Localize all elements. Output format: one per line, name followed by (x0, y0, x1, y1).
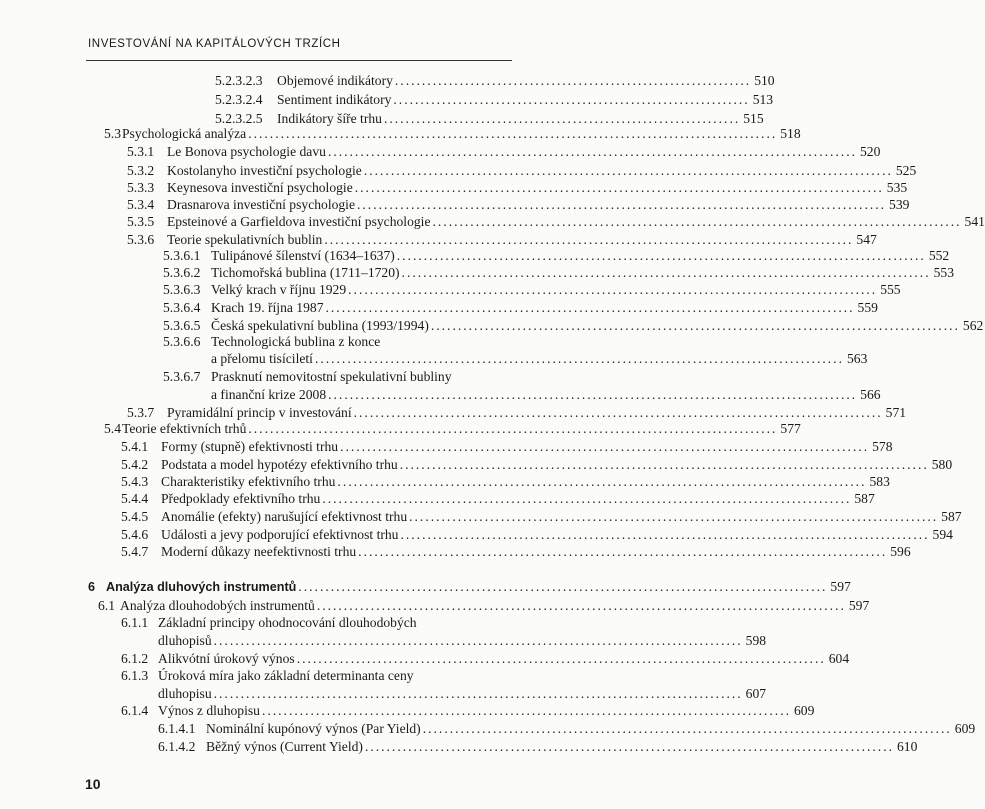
toc-title: Tulipánové šílenství (1634–1637) (211, 248, 395, 263)
toc-entry[interactable] (163, 299, 878, 316)
toc-title: Události a jevy podporující efektivnost trhu (161, 527, 399, 542)
toc-leader: .................................................................................................. (248, 126, 778, 141)
toc-page: 566 (860, 387, 881, 402)
toc-number: 6.1.4.2 (158, 739, 196, 754)
toc-page: 580 (931, 457, 953, 472)
toc-page: 541 (964, 214, 985, 229)
header-rule (86, 60, 512, 61)
toc-title: Výnos z dluhopisu (158, 703, 260, 718)
toc-page: 559 (857, 300, 878, 315)
toc-entry[interactable] (121, 473, 890, 490)
toc-entry[interactable] (104, 125, 801, 142)
toc-page: 510 (754, 73, 775, 88)
toc-leader: .................................................................................................. (364, 739, 894, 754)
toc-number: 6.1.3 (121, 668, 149, 683)
toc-entry[interactable] (121, 543, 911, 560)
toc-entry[interactable] (121, 438, 893, 455)
toc-leader: .................................................................................................. (401, 265, 931, 280)
toc-title: Objemové indikátory (277, 73, 393, 88)
toc-entry[interactable] (158, 738, 918, 755)
toc-page: 610 (896, 739, 918, 754)
toc-leader: .................................................................. (393, 92, 750, 107)
toc-title: Teorie efektivních trhů (122, 421, 247, 436)
toc-title: Alikvótní úrokový výnos (158, 651, 295, 666)
toc-number: 5.4.7 (121, 544, 149, 559)
toc-leader: .................................................................................................. (324, 232, 854, 247)
toc-title: Technologická bublina z konce (211, 334, 381, 349)
toc-entry[interactable] (121, 508, 962, 525)
toc-entry[interactable] (127, 213, 985, 230)
toc-page: 547 (856, 232, 877, 247)
toc-page: 553 (933, 265, 954, 280)
running-header: INVESTOVÁNÍ NA KAPITÁLOVÝCH TRZÍCH (88, 38, 341, 50)
toc-leader: .................................................................................................. (340, 439, 870, 454)
toc-leader: .................................................................................................. (432, 214, 962, 229)
toc-number: 5.4.3 (121, 474, 149, 489)
toc-leader: .................................................................................................. (325, 300, 855, 315)
toc-entry[interactable] (104, 420, 801, 437)
toc-entry-continuation[interactable] (211, 350, 868, 367)
toc-entry[interactable] (127, 143, 881, 160)
toc-title: Sentiment indikátory (277, 92, 392, 107)
toc-title: Základní principy ohodnocování dlouhodobých (158, 615, 417, 630)
toc-leader: .................................................................................................. (357, 197, 887, 212)
toc-title: Le Bonova psychologie davu (167, 144, 326, 159)
toc-number: 5.3 (104, 126, 121, 141)
toc-page: 598 (745, 633, 767, 648)
toc-page: 539 (889, 197, 910, 212)
toc-page: 596 (890, 544, 911, 559)
toc-page: 515 (743, 111, 764, 126)
toc-title: Analýza dluhových instrumentů (106, 580, 297, 594)
toc-number: 6 (88, 580, 96, 594)
toc-page: 577 (780, 421, 801, 436)
toc-title: Česká spekulativní bublina (1993/1994) (211, 318, 429, 333)
toc-entry[interactable] (163, 281, 901, 298)
toc-entry[interactable] (121, 650, 850, 667)
toc-title: Úroková míra jako základní determinanta ceny (158, 668, 414, 683)
toc-number: 6.1.1 (121, 615, 149, 630)
toc-entry[interactable] (121, 456, 953, 473)
toc-title: Anomálie (efekty) narušující efektivnost trhu (161, 509, 408, 524)
toc-number: 5.3.4 (127, 197, 155, 212)
toc-title: Indikátory šíře trhu (277, 111, 382, 126)
toc-leader: .................................................................................................. (261, 703, 791, 718)
toc-title: Krach 19. října 1987 (211, 300, 324, 315)
toc-number: 5.4.6 (121, 527, 149, 542)
toc-entry[interactable] (121, 667, 539, 684)
toc-title: Běžný výnos (Current Yield) (206, 739, 363, 754)
toc-title: Drasnarova investiční psychologie (167, 197, 355, 212)
toc-title: Teorie spekulativních bublin (167, 232, 323, 247)
toc-entry[interactable] (163, 317, 984, 334)
page-number: 10 (85, 776, 101, 792)
toc-leader: .................................................................................................. (314, 351, 844, 366)
toc-leader: .................................................................................................. (213, 633, 743, 648)
toc-page: 578 (872, 439, 893, 454)
toc-chapter[interactable] (88, 578, 851, 596)
toc-number: 5.3.6.7 (163, 369, 201, 384)
toc-title: Keynesova investiční psychologie (167, 180, 353, 195)
toc-title: Velký krach v říjnu 1929 (211, 282, 347, 297)
toc-leader: .................................................................................................. (316, 598, 846, 613)
toc-title: Moderní důkazy neefektivnosti trhu (161, 544, 357, 559)
toc-entry-continuation[interactable] (158, 632, 767, 649)
toc-number: 6.1.4.1 (158, 721, 196, 736)
toc-title: a finanční krize 2008 (211, 387, 327, 402)
toc-number: 5.2.3.2.4 (215, 92, 263, 107)
toc-entry[interactable] (121, 614, 539, 631)
toc-number: 5.3.6.2 (163, 265, 201, 280)
toc-entry[interactable] (163, 264, 954, 281)
toc-number: 5.2.3.2.5 (215, 111, 263, 126)
toc-title: dluhopisů (158, 633, 212, 648)
toc-number: 5.3.7 (127, 405, 155, 420)
toc-number: 5.3.2 (127, 163, 155, 178)
toc-page: 555 (880, 282, 901, 297)
toc-title: Tichomořská bublina (1711–1720) (211, 265, 400, 280)
toc-page: 594 (932, 527, 953, 542)
toc-number: 5.3.6.5 (163, 318, 201, 333)
toc-page: 597 (830, 579, 851, 594)
toc-leader: .................................................................. (394, 73, 752, 88)
toc-entry[interactable] (121, 526, 953, 543)
toc-page: 571 (885, 405, 907, 420)
toc-entry[interactable] (127, 196, 910, 213)
toc-number: 5.3.6 (127, 232, 155, 247)
toc-leader: .................................................................................................. (358, 544, 888, 559)
toc-title: Kostolanyho investiční psychologie (167, 163, 362, 178)
toc-leader: .................................................................................................. (322, 491, 852, 506)
toc-entry-continuation[interactable] (211, 386, 881, 403)
toc-number: 5.3.1 (127, 144, 155, 159)
toc-entry[interactable] (215, 72, 775, 89)
toc-page: 552 (928, 248, 950, 263)
toc-entry[interactable] (121, 490, 875, 507)
toc-number: 5.4.2 (121, 457, 149, 472)
toc-entry[interactable] (163, 333, 539, 350)
toc-page: 525 (895, 163, 917, 178)
toc-page: 583 (869, 474, 890, 489)
toc-entry[interactable] (127, 231, 877, 248)
toc-entry[interactable] (215, 91, 774, 108)
toc-leader: .................................................................................................. (409, 509, 939, 524)
toc-title: Pyramidální princip v investování (167, 405, 352, 420)
toc-page: 604 (828, 651, 850, 666)
toc-leader: .................................................................................................. (327, 144, 857, 159)
toc-title: Analýza dlouhodobých instrumentů (120, 598, 315, 613)
toc-entry[interactable] (127, 162, 917, 179)
toc-number: 5.3.6.3 (163, 282, 201, 297)
toc-leader: .................................................................................................. (354, 180, 884, 195)
toc-page: 535 (886, 180, 908, 195)
toc-leader: .................................................................................................. (399, 457, 929, 472)
toc-leader: .................................................................................................. (298, 579, 828, 594)
toc-entry-continuation[interactable] (158, 685, 767, 702)
toc-title: Psychologická analýza (122, 126, 247, 141)
toc-title: Epsteinové a Garfieldova investiční psychologie (167, 214, 431, 229)
toc-number: 5.3.5 (127, 214, 155, 229)
toc-number: 6.1.4 (121, 703, 149, 718)
toc-leader: .................................................................................................. (348, 282, 878, 297)
toc-number: 5.4.4 (121, 491, 149, 506)
toc-page: 513 (752, 92, 774, 107)
toc-leader: .................................................................................................. (353, 405, 883, 420)
toc-number: 5.3.6.6 (163, 334, 201, 349)
toc-page: 562 (962, 318, 984, 333)
toc-number: 5.3.6.4 (163, 300, 201, 315)
toc-page: 563 (846, 351, 868, 366)
toc-entry[interactable] (127, 179, 908, 196)
toc-number: 6.1.2 (121, 651, 149, 666)
toc-page: 587 (854, 491, 875, 506)
toc-leader: .................................................................................................. (328, 387, 858, 402)
toc-title: Podstata a model hypotézy efektivního trhu (161, 457, 398, 472)
toc-page: 518 (780, 126, 801, 141)
toc-page: 609 (794, 703, 815, 718)
toc-leader: .................................................................................................. (296, 651, 826, 666)
toc-page: 607 (745, 686, 767, 701)
toc-number: 5.2.3.2.3 (215, 73, 263, 88)
toc-title: Charakteristiky efektivního trhu (161, 474, 336, 489)
toc-title: Předpoklady efektivního trhu (161, 491, 321, 506)
toc-leader: .................................................................................................. (213, 686, 743, 701)
toc-title: a přelomu tisíciletí (211, 351, 313, 366)
toc-entry[interactable] (163, 247, 950, 264)
toc-title: Prasknutí nemovitostní spekulativní bubliny (211, 369, 452, 384)
toc-page: 520 (859, 144, 881, 159)
toc-entry[interactable] (158, 720, 976, 737)
toc-leader: .................................................................................................. (430, 318, 960, 333)
toc-leader: .................................................................................................. (422, 721, 952, 736)
toc-leader: .................................................................................................. (337, 474, 867, 489)
toc-number: 5.4 (104, 421, 121, 436)
toc-entry[interactable] (121, 702, 815, 719)
toc-entry[interactable] (127, 404, 907, 421)
toc-number: 5.3.6.1 (163, 248, 201, 263)
toc-leader: .................................................................................................. (396, 248, 926, 263)
toc-page: 597 (848, 598, 870, 613)
toc-number: 5.3.3 (127, 180, 155, 195)
toc-leader: .................................................................................................. (363, 163, 893, 178)
toc-page: 609 (954, 721, 976, 736)
toc-entry[interactable] (98, 597, 870, 614)
toc-number: 5.4.5 (121, 509, 149, 524)
toc-number: 6.1 (98, 598, 115, 613)
toc-title: dluhopisu (158, 686, 212, 701)
toc-title: Formy (stupně) efektivnosti trhu (161, 439, 339, 454)
toc-leader: .................................................................. (383, 111, 741, 126)
toc-entry[interactable] (163, 368, 539, 385)
toc-page: 587 (941, 509, 962, 524)
toc-leader: .................................................................................................. (400, 527, 930, 542)
toc-leader: .................................................................................................. (248, 421, 778, 436)
toc-number: 5.4.1 (121, 439, 149, 454)
toc-title: Nominální kupónový výnos (Par Yield) (206, 721, 421, 736)
